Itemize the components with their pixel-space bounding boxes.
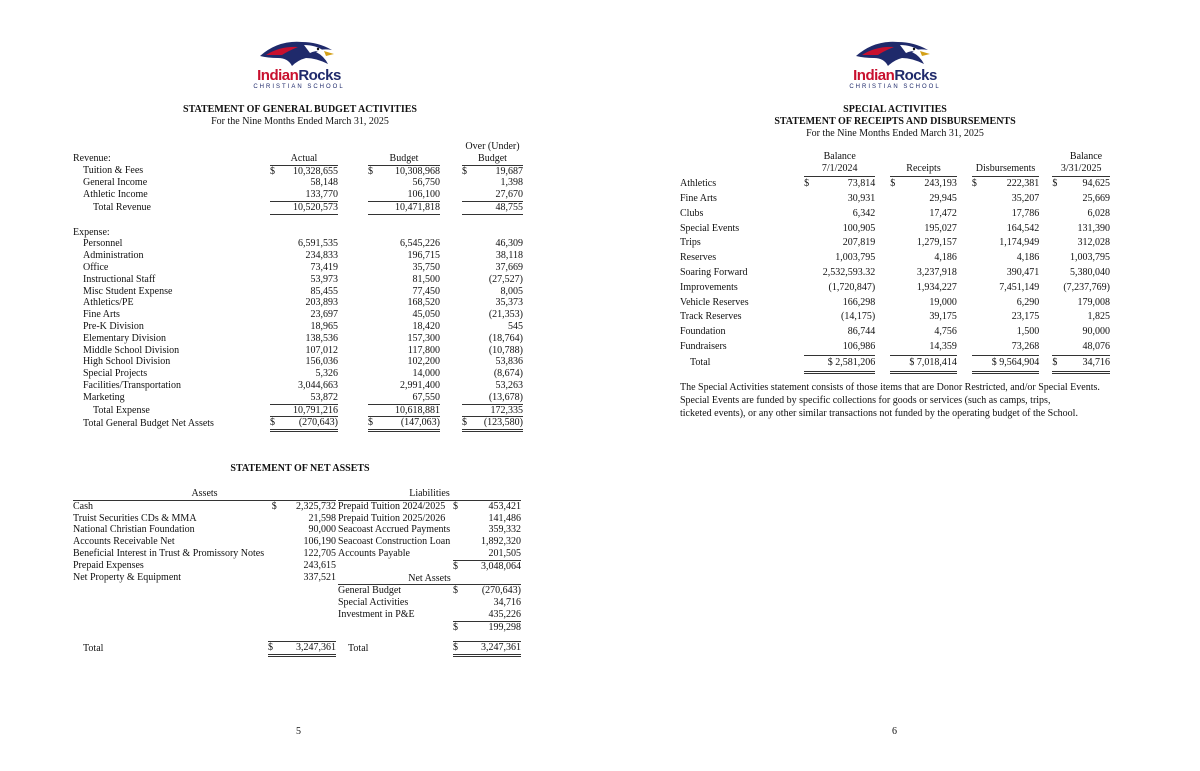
row-label: Special Projects	[83, 368, 148, 380]
liability-label: Accounts Payable	[338, 548, 410, 560]
balance-end-value: 6,028	[1087, 207, 1110, 219]
activity-row	[680, 236, 1110, 251]
over-value: 1,398	[500, 177, 523, 189]
over-value: 545	[508, 320, 523, 332]
asset-row	[73, 524, 336, 536]
sa-header-row-2	[680, 162, 1110, 177]
disbursements-value: 7,451,149	[999, 281, 1040, 293]
liab-total-row: $ 3,048,064	[453, 560, 521, 572]
over-value: 53,836	[495, 356, 523, 368]
balance-start-value: 30,931	[847, 193, 876, 205]
row-label: Instructional Staff	[83, 273, 156, 285]
receipts-value: 195,027	[924, 222, 957, 234]
actual-value: 138,536	[305, 332, 338, 344]
total-revenue-row: Total Revenue 10,520,573 10,471,818 48,755	[93, 201, 523, 213]
net-assets-header: Net Assets	[338, 573, 521, 585]
asset-label: National Christian Foundation	[73, 524, 195, 536]
expense-row	[73, 286, 523, 298]
receipts-value: 29,945	[929, 193, 957, 205]
general-budget-table	[73, 141, 523, 432]
logo-subtitle: CHRISTIAN SCHOOL	[253, 84, 345, 90]
liabilities-table	[338, 488, 521, 634]
activity-row	[680, 281, 1110, 296]
activity-row	[680, 222, 1110, 237]
balance-end-value: 131,390	[1077, 222, 1110, 234]
header-over-under: Over (Under)	[465, 141, 520, 152]
liability-row	[338, 548, 521, 560]
asset-value: 90,000	[308, 524, 336, 536]
activity-row	[680, 325, 1110, 340]
budget-value: 77,450	[412, 285, 440, 297]
balance-start-value: 86,744	[847, 326, 876, 338]
activity-label: Soaring Forward	[680, 267, 748, 279]
asset-row: Cash $ 2,325,732	[73, 500, 336, 512]
activity-label: Foundation	[680, 326, 726, 338]
balance-start-value: 166,298	[842, 296, 876, 308]
liability-value: 453,421	[488, 500, 521, 512]
over-value: (21,353)	[488, 309, 523, 321]
over-value: 37,669	[495, 261, 523, 273]
liability-label: Seacoast Accrued Payments	[338, 524, 451, 536]
over-value: 8,005	[500, 285, 523, 297]
budget-value: 157,300	[407, 332, 440, 344]
budget-value: 18,420	[412, 320, 440, 332]
asset-row	[73, 548, 336, 560]
activity-label: Vehicle Reserves	[680, 296, 749, 308]
net-asset-row: General Budget $ (270,643)	[338, 585, 521, 597]
budget-value: 106,100	[407, 189, 440, 201]
disbursements-value: 4,186	[1016, 252, 1040, 264]
row-label: Marketing	[83, 391, 125, 403]
balance-start-value: 207,819	[842, 237, 876, 249]
expense-row	[73, 238, 523, 250]
over-value: (10,788)	[488, 344, 523, 356]
actual-value: 23,697	[310, 309, 338, 321]
balance-start-value: 1,003,795	[835, 252, 876, 264]
row-label: General Income	[83, 177, 148, 189]
receipts-value: 39,175	[929, 311, 957, 323]
receipts-value: 1,934,227	[916, 281, 957, 293]
liability-row	[338, 536, 521, 548]
activity-label: Special Events	[680, 222, 740, 234]
activity-row	[680, 296, 1110, 311]
total-expense-row: Total Expense 10,791,216 10,618,881 172,335	[93, 404, 523, 416]
net-asset-row	[338, 609, 521, 621]
revenue-label: Revenue:	[73, 153, 111, 165]
balance-end-value: 25,669	[1082, 193, 1110, 205]
disbursements-value: 1,174,949	[999, 237, 1040, 249]
liability-label: Seacoast Construction Loan	[338, 536, 451, 548]
over-value: (27,527)	[488, 273, 523, 285]
row-label: Office	[83, 261, 109, 273]
budget-value: 14,000	[412, 368, 440, 380]
assets-table	[73, 488, 336, 583]
net-total-row: $ 199,298	[453, 621, 521, 633]
net-asset-value: 34,716	[493, 597, 521, 609]
budget-value: 2,991,400	[400, 379, 440, 391]
disbursements-value: 73,268	[1011, 341, 1040, 353]
balance-end-value: 312,028	[1077, 237, 1110, 249]
receipts-value: 4,756	[934, 326, 957, 338]
activity-row	[680, 207, 1110, 222]
balance-start-value: 6,342	[852, 207, 876, 219]
asset-label: Prepaid Expenses	[73, 559, 144, 571]
header-disbursements: Disbursements	[972, 162, 1039, 177]
row-label: Elementary Division	[83, 332, 167, 344]
over-value: 35,373	[495, 297, 523, 309]
activity-label: Trips	[680, 237, 701, 249]
activity-label: Reserves	[680, 252, 717, 264]
liability-value: 1,892,320	[481, 536, 521, 548]
actual-value: 156,036	[305, 356, 338, 368]
expense-row	[73, 356, 523, 368]
receipts-value: 1,279,157	[916, 237, 957, 249]
row-label: Facilities/Transportation	[83, 379, 181, 391]
balance-end-value: 90,000	[1082, 326, 1110, 338]
receipts-value: 3,237,918	[916, 267, 957, 279]
actual-value: 53,973	[310, 273, 338, 285]
disbursements-value: 390,471	[1006, 267, 1040, 279]
revenue-row: Tuition & Fees $ 10,328,655 $ 10,308,968 $ 19,687	[73, 165, 523, 177]
expense-label: Expense:	[73, 226, 110, 238]
balance-end-value: 5,380,040	[1070, 267, 1110, 279]
net-asset-value: (270,643)	[481, 585, 521, 597]
expense-row	[73, 392, 523, 404]
receipts-value: 4,186	[934, 252, 957, 264]
expense-row	[73, 321, 523, 333]
eagle-icon	[258, 36, 338, 68]
general-budget-title: STATEMENT OF GENERAL BUDGET ACTIVITIES	[183, 104, 417, 115]
asset-value: 106,190	[303, 536, 336, 548]
school-logo-right	[840, 36, 950, 92]
assets-total-table	[73, 641, 336, 657]
actual-value: 107,012	[305, 344, 338, 356]
balance-start-value: (1,720,847)	[828, 281, 876, 293]
asset-value: 122,705	[303, 547, 336, 559]
activity-label: Improvements	[680, 281, 738, 293]
activity-label: Athletics	[680, 178, 717, 190]
disbursements-value: 164,542	[1006, 222, 1040, 234]
over-value: 38,118	[495, 250, 523, 262]
budget-value: 117,800	[407, 344, 440, 356]
revenue-row	[73, 177, 523, 189]
liability-label: Prepaid Tuition 2024/2025	[338, 500, 446, 512]
over-value: 27,670	[495, 189, 523, 201]
over-value: 46,309	[495, 238, 523, 250]
activity-row	[680, 310, 1110, 325]
school-logo-left	[244, 36, 354, 92]
liability-value: 359,332	[488, 524, 521, 536]
net-assets-header-row	[338, 573, 521, 585]
header-budget-diff: Budget	[462, 153, 523, 165]
row-label: Athletic Income	[83, 189, 148, 201]
expense-row	[73, 297, 523, 309]
liab-grand-total-row: Total $ 3,247,361	[348, 642, 521, 654]
asset-label: Accounts Receivable Net	[73, 536, 175, 548]
actual-value: 133,770	[305, 189, 338, 201]
balance-end-value: 179,008	[1077, 296, 1110, 308]
general-budget-subtitle: For the Nine Months Ended March 31, 2025	[211, 116, 389, 127]
logo-wordmark: IndianRocks	[853, 67, 937, 84]
logo-wordmark: IndianRocks	[257, 67, 341, 84]
balance-end-value: 94,625	[1082, 178, 1110, 190]
logo-subtitle: CHRISTIAN SCHOOL	[849, 84, 941, 90]
page-number-left: 5	[296, 726, 301, 737]
budget-value: 45,050	[412, 309, 440, 321]
assets-header: Assets	[73, 488, 336, 500]
liability-row	[338, 524, 521, 536]
receipts-value: 19,000	[929, 296, 957, 308]
net-assets-title: STATEMENT OF NET ASSETS	[230, 463, 370, 474]
header-balance-start: 7/1/2024	[804, 162, 875, 177]
net-asset-label: Investment in P&E	[338, 609, 415, 621]
budget-value: 196,715	[407, 250, 440, 262]
expense-row	[73, 333, 523, 345]
asset-label: Truist Securities CDs & MMA	[73, 512, 197, 524]
expense-row	[73, 368, 523, 380]
net-asset-label: General Budget	[338, 585, 402, 597]
budget-value: 6,545,226	[400, 238, 440, 250]
actual-value: 5,326	[315, 368, 338, 380]
actual-value: 3,044,663	[298, 379, 338, 391]
budget-value: 10,308,968	[395, 165, 440, 177]
activity-row	[680, 192, 1110, 207]
asset-label: Net Property & Equipment	[73, 571, 182, 583]
actual-value: 6,591,535	[298, 238, 338, 250]
activity-label: Track Reserves	[680, 311, 742, 323]
over-value: (8,674)	[493, 368, 523, 380]
asset-value: 21,598	[308, 512, 336, 524]
special-activities-title: SPECIAL ACTIVITIES	[843, 104, 947, 115]
expense-row	[73, 274, 523, 286]
over-value: (13,678)	[472, 392, 523, 404]
expense-row	[73, 380, 523, 392]
row-label: Middle School Division	[83, 344, 180, 356]
budget-value: 56,750	[412, 177, 440, 189]
header-row	[73, 141, 523, 153]
over-value: 19,687	[495, 165, 523, 177]
sa-total-row: Total $ 2,581,206 $ 7,018,414 $ 9,564,904 $ 34,716	[680, 355, 1110, 372]
net-asset-label: Special Activities	[338, 597, 409, 609]
actual-value: 10,328,655	[293, 165, 338, 177]
receipts-disbursements-title: STATEMENT OF RECEIPTS AND DISBURSEMENTS	[774, 116, 1016, 127]
row-label: Fine Arts	[83, 309, 120, 321]
disbursements-value: 6,290	[1016, 296, 1040, 308]
assets-header-row	[73, 488, 336, 500]
expense-row	[73, 345, 523, 357]
special-activities-table	[680, 151, 1110, 374]
asset-row	[73, 513, 336, 525]
row-label: Personnel	[83, 238, 123, 250]
asset-row	[73, 536, 336, 548]
row-label: Tuition & Fees	[83, 165, 144, 177]
special-activities-subtitle: For the Nine Months Ended March 31, 2025	[806, 128, 984, 139]
row-label: Athletics/PE	[83, 297, 134, 309]
disbursements-value: 17,786	[1011, 207, 1040, 219]
header-receipts: Receipts	[890, 162, 957, 177]
net-asset-row	[338, 597, 521, 609]
liability-value: 201,505	[488, 547, 521, 559]
budget-value: 81,500	[412, 273, 440, 285]
asset-value: 2,325,732	[296, 500, 336, 512]
balance-start-value: 100,905	[842, 222, 876, 234]
sa-header-row-1: Balance Balance	[823, 151, 1103, 162]
over-value: 53,263	[495, 379, 523, 391]
row-label: Pre-K Division	[83, 320, 144, 332]
budget-value: 67,550	[378, 392, 440, 404]
revenue-row	[73, 189, 523, 201]
liability-row: Prepaid Tuition 2024/2025 $ 453,421	[338, 500, 521, 512]
actual-value: 58,148	[310, 177, 338, 189]
eagle-icon	[854, 36, 934, 68]
expense-row	[73, 309, 523, 321]
balance-end-value: 1,003,795	[1070, 252, 1110, 264]
asset-value: 337,521	[303, 571, 336, 583]
activity-label: Clubs	[680, 207, 704, 219]
disbursements-value: 23,175	[1011, 311, 1040, 323]
balance-start-value: 73,814	[847, 178, 876, 190]
row-label: Administration	[83, 250, 144, 262]
balance-end-value: (7,237,769)	[1063, 281, 1110, 293]
expense-row	[73, 250, 523, 262]
net-asset-value: 435,226	[488, 608, 521, 620]
actual-value: 53,872	[280, 392, 338, 404]
activity-row: Athletics $ 73,814 $ 243,193 $ 222,381 $ 94,625	[680, 177, 1110, 192]
expense-header-row	[73, 227, 523, 239]
asset-row	[73, 560, 336, 572]
row-label: High School Division	[83, 356, 171, 368]
liabilities-header: Liabilities	[338, 488, 521, 500]
asset-label: Beneficial Interest in Trust & Promissory Notes	[73, 547, 265, 559]
activity-row	[680, 266, 1110, 281]
receipts-value: 14,359	[929, 341, 957, 353]
header-actual: Actual	[270, 153, 338, 165]
net-assets-row: Total General Budget Net Assets $ (270,643) $ (147,063) $ (123,580)	[83, 417, 523, 429]
liab-grand-total-table	[338, 641, 521, 657]
asset-label: Cash	[73, 500, 93, 512]
expense-row	[73, 262, 523, 274]
balance-end-value: 1,825	[1087, 311, 1110, 323]
activity-label: Fine Arts	[680, 193, 717, 205]
header-budget: Budget	[368, 153, 440, 165]
actual-value: 18,965	[310, 320, 338, 332]
activity-row	[680, 251, 1110, 266]
row-label: Misc Student Expense	[83, 285, 173, 297]
special-activities-note: The Special Activities statement consists of those items that are Donor Restricted, and/or Special Events. Special Events are funded by specific collections for goods or services (such as camps, trips, ticketed events), or any other similar transactions not funded by the operating budget of the School.	[680, 382, 1100, 419]
balance-start-value: (14,175)	[841, 311, 876, 323]
over-value: (18,764)	[488, 332, 523, 344]
asset-row	[73, 572, 336, 584]
budget-value: 35,750	[412, 261, 440, 273]
balance-start-value: 2,532,593.32	[822, 267, 876, 279]
activity-label: Fundraisers	[680, 341, 727, 353]
disbursements-value: 222,381	[1006, 178, 1040, 190]
assets-total-row: Total $ 3,247,361	[83, 642, 336, 654]
liability-label: Prepaid Tuition 2025/2026	[338, 512, 446, 524]
header-balance-end: 3/31/2025	[1052, 162, 1110, 177]
receipts-value: 243,193	[924, 178, 957, 190]
balance-start-value: 106,986	[842, 341, 876, 353]
actual-value: 73,419	[310, 261, 338, 273]
actual-value: 85,455	[310, 285, 338, 297]
budget-value: 102,200	[407, 356, 440, 368]
page-number-right: 6	[892, 726, 897, 737]
disbursements-value: 35,207	[1011, 193, 1040, 205]
balance-end-value: 48,076	[1082, 341, 1110, 353]
activity-row	[680, 340, 1110, 355]
disbursements-value: 1,500	[1016, 326, 1040, 338]
receipts-value: 17,472	[929, 207, 957, 219]
revenue-header-row	[73, 153, 523, 165]
liability-value: 141,486	[488, 512, 521, 524]
liability-row	[338, 513, 521, 525]
actual-value: 234,833	[305, 250, 338, 262]
liab-header-row	[338, 488, 521, 500]
actual-value: 203,893	[305, 297, 338, 309]
budget-value: 168,520	[407, 297, 440, 309]
asset-value: 243,615	[303, 559, 336, 571]
